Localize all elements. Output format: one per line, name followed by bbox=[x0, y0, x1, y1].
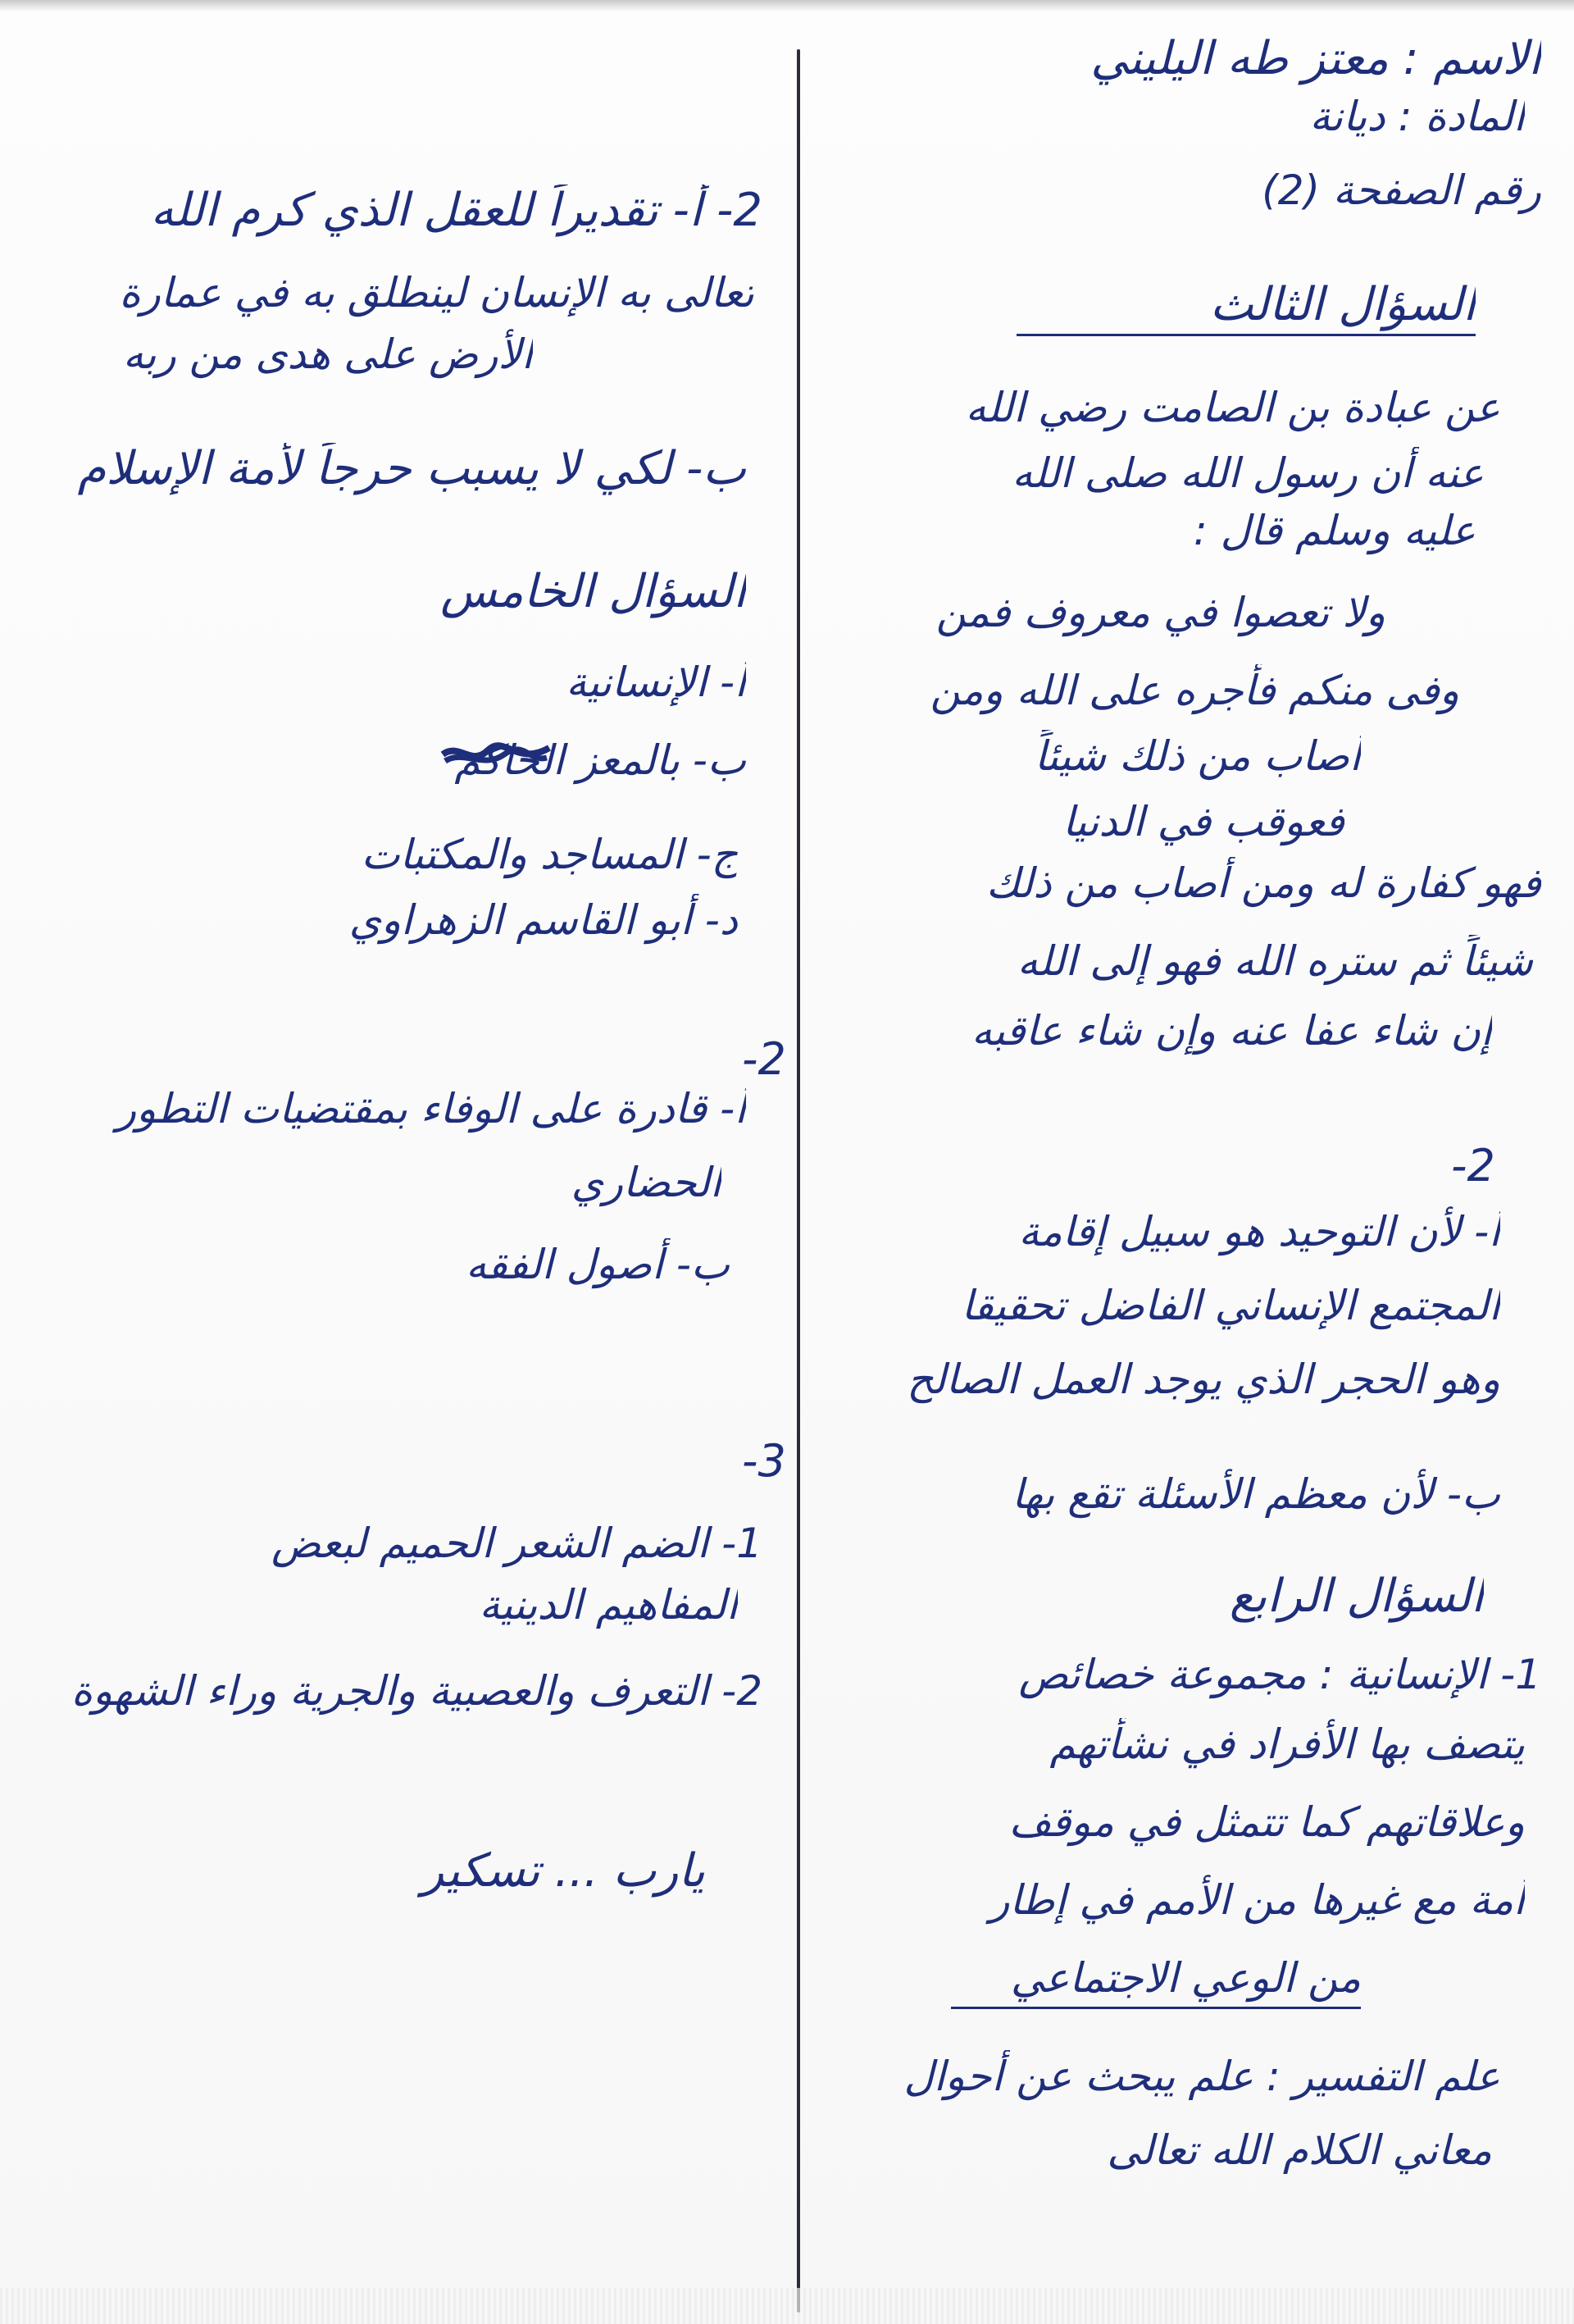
answer-line: من الوعي الاجتماعي bbox=[951, 1952, 1361, 2009]
page-number: رقم الصفحة (2) bbox=[1262, 166, 1541, 214]
paper-bottom-edge bbox=[0, 2288, 1574, 2324]
answer-line: معاني الكلام الله تعالى bbox=[1107, 2126, 1492, 2174]
answer-line: 1- الإنسانية : مجموعة خصائص bbox=[1018, 1651, 1541, 1698]
answer-line: 2- أ- تقديراً للعقل الذي كرم الله bbox=[150, 185, 762, 237]
answer-line: وعلاقاتهم كما تتمثل في موقف bbox=[1008, 1798, 1525, 1846]
answer-line: ج- المساجد والمكتبات bbox=[361, 831, 738, 878]
answer-line: أ- الإنسانية bbox=[566, 658, 746, 706]
hadith-line: وفى منكم فأجره على الله ومن bbox=[930, 667, 1459, 714]
hadith-line: عنه أن رسول الله صلى الله bbox=[1012, 449, 1484, 497]
answer-line: ب- لكي لا يسبب حرجاً لأمة الإسلام bbox=[77, 443, 746, 495]
subject-label: المادة : ديانة bbox=[1309, 93, 1525, 140]
answer-line: المفاهيم الدينية bbox=[479, 1581, 738, 1629]
answer-line: أ- لأن التوحيد هو سبيل إقامة bbox=[1018, 1208, 1500, 1255]
hadith-line: ولا تعصوا في معروف فمن bbox=[935, 589, 1385, 636]
answer-line: أمة مع غيرها من الأمم في إطار bbox=[989, 1876, 1525, 1924]
closing-note: يارب ... تسكير bbox=[421, 1845, 705, 1898]
answer-line: تعالى به الإنسان لينطلق به في عمارة bbox=[119, 269, 754, 317]
answer-line: ب- بالمعز الحاكم bbox=[454, 736, 746, 784]
hadith-line: شيئاً ثم ستره الله فهو إلى الله bbox=[1017, 937, 1533, 985]
hadith-line: عليه وسلم قال : bbox=[1193, 507, 1476, 554]
answer-line: د- أبو القاسم الزهراوي bbox=[348, 896, 738, 944]
question-3-heading: السؤال الثالث bbox=[1017, 279, 1476, 336]
hadith-line: إن شاء عفا عنه وإن شاء عاقبه bbox=[971, 1007, 1492, 1055]
answer-line: المجتمع الإنساني الفاضل تحقيقا bbox=[961, 1282, 1500, 1329]
question-5-heading: السؤال الخامس bbox=[440, 566, 746, 618]
question-5-part-2-number: -2 bbox=[742, 1033, 786, 1085]
answer-line: الحضاري bbox=[571, 1159, 721, 1206]
question-3-part-2-number: -2 bbox=[1451, 1140, 1495, 1192]
student-name: الاسم : معتز طه اليليني bbox=[1090, 33, 1541, 85]
hadith-line: فعوقب في الدنيا bbox=[1062, 798, 1344, 845]
crossed-out-scribble bbox=[439, 738, 553, 771]
answer-line: علم التفسير : علم يبحث عن أحوال bbox=[903, 2053, 1500, 2100]
answer-line: الأرض على هدى من ربه bbox=[122, 330, 533, 378]
answer-line: وهو الحجر الذي يوجد العمل الصالح bbox=[907, 1356, 1500, 1403]
answer-line: ب- لأن معظم الأسئلة تقع بها bbox=[1012, 1470, 1500, 1518]
answer-line: ب- أصول الفقه bbox=[466, 1241, 730, 1288]
answer-line: 2- التعرف والعصبية والجرية وراء الشهوة bbox=[71, 1667, 762, 1715]
hadith-line: عن عبادة بن الصامت رضي الله bbox=[965, 384, 1500, 431]
hadith-line: فهو كفارة له ومن أصاب من ذلك bbox=[986, 859, 1541, 907]
answer-line: 1- الضم الشعر الحميم لبعض bbox=[271, 1520, 762, 1567]
hadith-line: أصاب من ذلك شيئاً bbox=[1034, 732, 1361, 780]
answer-line: أ- قادرة على الوفاء بمقتضيات التطور bbox=[116, 1085, 746, 1132]
answer-line: يتصف بها الأفراد في نشأتهم bbox=[1049, 1720, 1525, 1768]
paper-top-edge bbox=[0, 0, 1574, 11]
question-5-part-3-number: -3 bbox=[742, 1435, 786, 1487]
question-4-heading: السؤال الرابع bbox=[1229, 1570, 1484, 1623]
